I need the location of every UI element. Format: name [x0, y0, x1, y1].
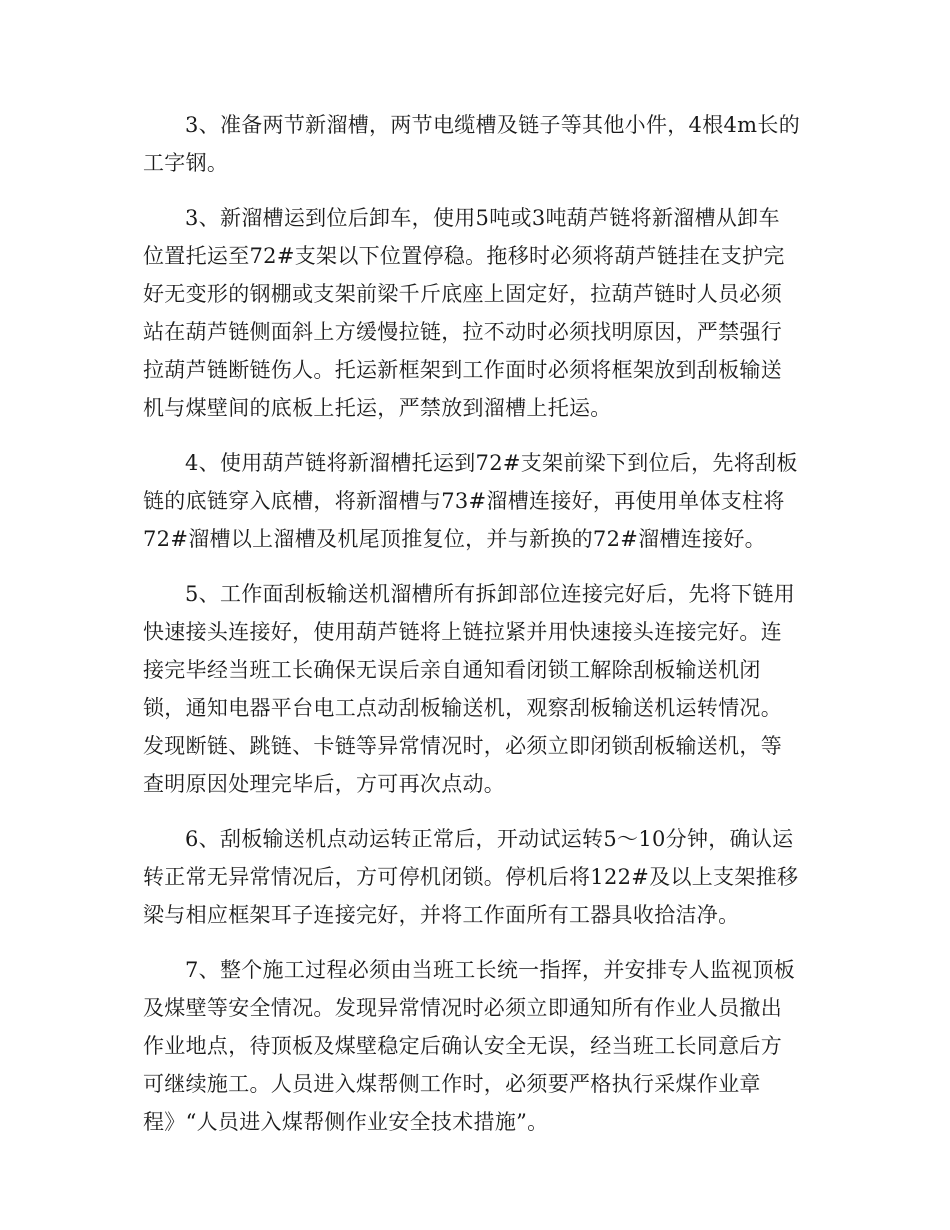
paragraph-step-6	[143, 820, 811, 934]
paragraph-line: 工字钢。	[143, 151, 229, 175]
paragraph-line: 可继续施工。人员进入煤帮侧工作时，必须要严格执行采煤作业章	[143, 1072, 761, 1096]
paragraph-line: 发现断链、跳链、卡链等异常情况时，必须立即闭锁刮板输送机，等	[143, 734, 782, 758]
paragraph-line: 3、新溜槽运到位后卸车，使用5吨或3吨葫芦链将新溜槽从卸车	[185, 206, 780, 230]
paragraph-line: 接完毕经当班工长确保无误后亲自通知看闭锁工解除刮板输送机闭	[143, 658, 761, 682]
paragraph-line: 作业地点，待顶板及煤壁稳定后确认安全无误，经当班工长同意后方	[143, 1034, 782, 1058]
paragraph-line: 位置托运至72#支架以下位置停稳。拖移时必须将葫芦链挂在支护完	[143, 244, 785, 268]
paragraph-line: 转正常无异常情况后，方可停机闭锁。停机后将122#及以上支架推移	[143, 865, 799, 889]
paragraph-line: 72#溜槽以上溜槽及机尾顶推复位，并与新换的72#溜槽连接好。	[143, 527, 766, 551]
paragraph-line: 4、使用葫芦链将新溜槽托运到72#支架前梁下到位后，先将刮板	[185, 451, 798, 475]
paragraph-line: 拉葫芦链断链伤人。托运新框架到工作面时必须将框架放到刮板输送	[143, 358, 782, 382]
paragraph-line: 快速接头连接好，使用葫芦链将上链拉紧并用快速接头连接完好。连	[143, 620, 782, 644]
paragraph-step-5	[143, 575, 811, 803]
paragraph-line: 梁与相应框架耳子连接完好，并将工作面所有工器具收拾洁净。	[143, 903, 740, 927]
document-body	[143, 106, 811, 1158]
paragraph-line: 及煤壁等安全情况。发现异常情况时必须立即通知所有作业人员撤出	[143, 996, 782, 1020]
paragraph-line: 链的底链穿入底槽，将新溜槽与73#溜槽连接好，再使用单体支柱将	[143, 489, 785, 513]
paragraph-step-3b	[143, 199, 811, 427]
paragraph-line: 好无变形的钢棚或支架前梁千斤底座上固定好，拉葫芦链时人员必须	[143, 282, 782, 306]
paragraph-line: 7、整个施工过程必须由当班工长统一指挥，并安排专人监视顶板	[185, 958, 796, 982]
paragraph-line: 6、刮板输送机点动运转正常后，开动试运转5～10分钟，确认运	[185, 827, 794, 851]
paragraph-step-4	[143, 444, 811, 558]
paragraph-line: 查明原因处理完毕后，方可再次点动。	[143, 772, 506, 796]
paragraph-line: 程》“人员进入煤帮侧作业安全技术措施”。	[143, 1110, 549, 1134]
paragraph-line: 3、准备两节新溜槽，两节电缆槽及链子等其他小件，4根4m长的	[185, 113, 800, 137]
paragraph-step-3a	[143, 106, 811, 182]
paragraph-line: 机与煤壁间的底板上托运，严禁放到溜槽上托运。	[143, 396, 612, 420]
paragraph-line: 5、工作面刮板输送机溜槽所有拆卸部位连接完好后，先将下链用	[185, 582, 796, 606]
paragraph-step-7	[143, 951, 811, 1141]
paragraph-line: 站在葫芦链侧面斜上方缓慢拉链，拉不动时必须找明原因，严禁强行	[143, 320, 782, 344]
paragraph-line: 锁，通知电器平台电工点动刮板输送机，观察刮板输送机运转情况。	[143, 696, 782, 720]
